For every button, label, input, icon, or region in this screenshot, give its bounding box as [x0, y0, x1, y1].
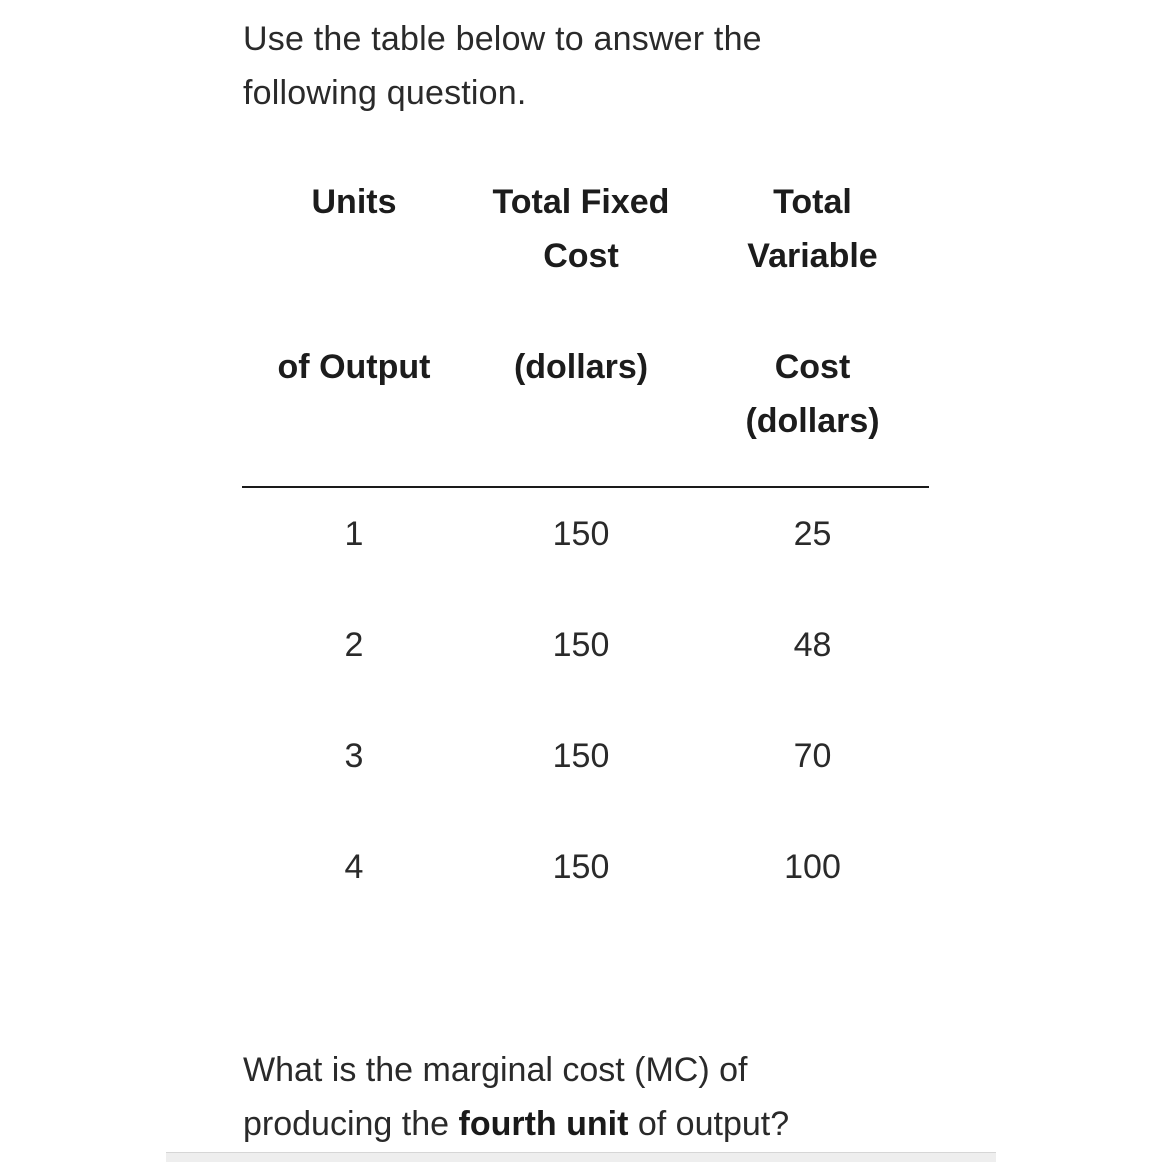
- intro-line-1: Use the table below to answer the: [243, 20, 762, 58]
- table-cell-tvc: 100: [784, 848, 841, 886]
- table-cell-tfc: 150: [552, 515, 610, 553]
- header-total: Total: [773, 183, 852, 221]
- table-cell-tvc: 25: [793, 515, 832, 553]
- header-variable: Variable: [747, 237, 878, 275]
- header-units: Units: [311, 183, 397, 221]
- table-cell-units: 3: [344, 737, 364, 775]
- header-tvc-cost: Cost: [774, 348, 851, 386]
- header-tvc-dollars: (dollars): [745, 402, 880, 440]
- table-cell-units: 4: [344, 848, 364, 886]
- table-cell-tvc: 70: [793, 737, 832, 775]
- header-cost: Cost: [543, 237, 619, 275]
- question-emphasis: fourth unit: [458, 1105, 629, 1143]
- header-total-fixed: Total Fixed: [492, 183, 670, 221]
- table-cell-units: 1: [344, 515, 364, 553]
- header-divider: [242, 486, 929, 488]
- table-cell-tvc: 48: [793, 626, 832, 664]
- question-line-2-end: of output?: [628, 1105, 790, 1143]
- header-of-output: of Output: [277, 348, 431, 386]
- intro-line-2: following question.: [243, 74, 527, 112]
- table-cell-tfc: 150: [552, 737, 610, 775]
- question-text: [243, 1043, 1003, 1151]
- question-line-1: What is the marginal cost (MC) of: [243, 1051, 748, 1089]
- question-line-2-start: producing the: [243, 1105, 459, 1143]
- header-tfc-dollars: (dollars): [513, 348, 649, 386]
- table-cell-units: 2: [344, 626, 364, 664]
- table-cell-tfc: 150: [552, 848, 610, 886]
- cost-table: [242, 0, 929, 1161]
- table-cell-tfc: 150: [552, 626, 610, 664]
- question-line-2: [243, 1097, 1003, 1151]
